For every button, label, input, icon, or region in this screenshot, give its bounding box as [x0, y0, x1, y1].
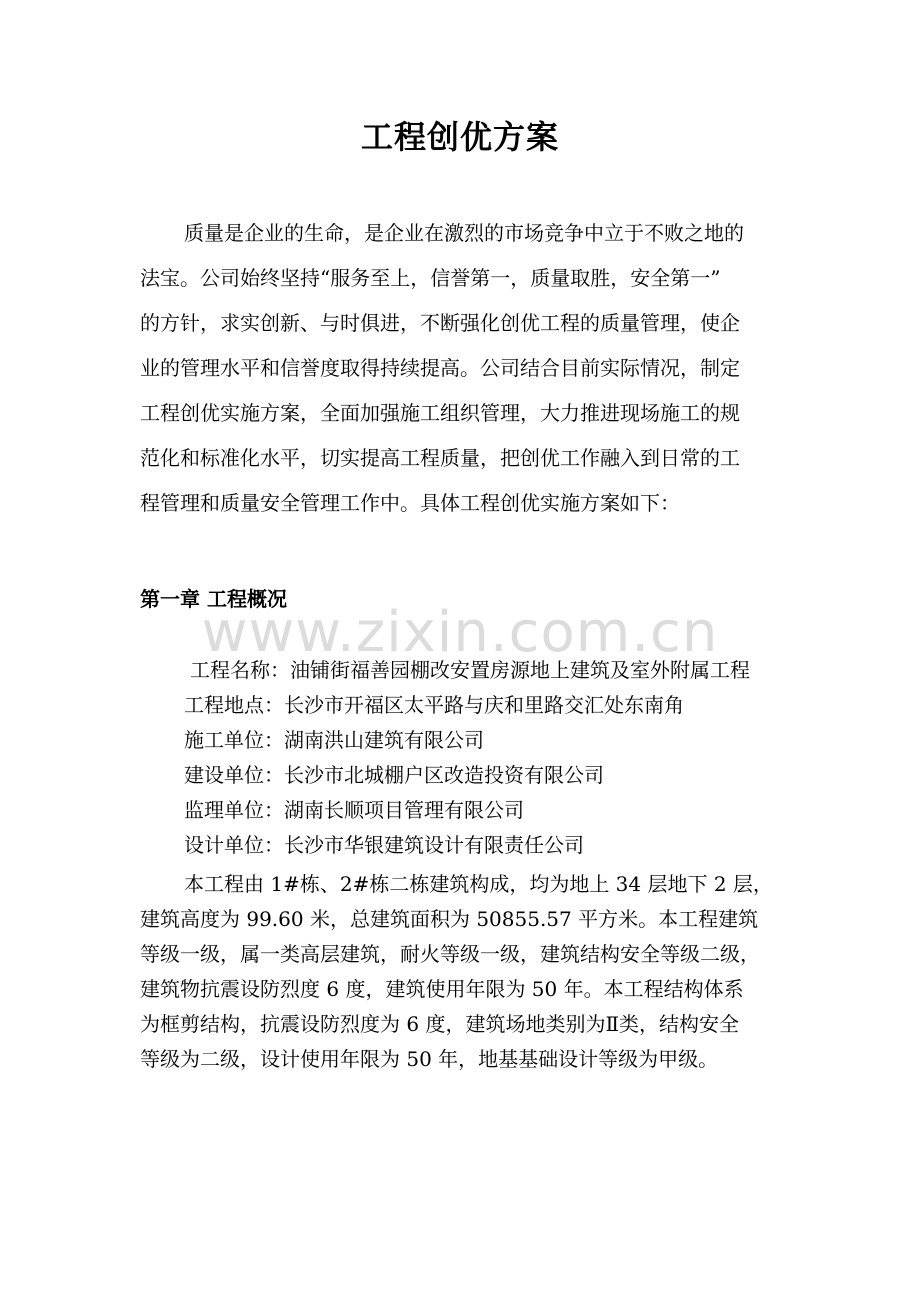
description-line: 为框剪结构，抗震设防烈度为 6 度，建筑场地类别为Ⅱ类，结构安全 — [140, 1012, 740, 1036]
description-line: 建筑物抗震设防烈度 6 度，建筑使用年限为 50 年。本工程结构体系 — [140, 977, 744, 1001]
supervision-unit: 监理单位：湖南长顺项目管理有限公司 — [184, 798, 524, 822]
intro-line: 的方针，求实创新、与时俱进，不断强化创优工程的质量管理，使企 — [140, 311, 740, 335]
description-line: 建筑高度为 99.60 米，总建筑面积为 50855.57 平方米。本工程建筑 — [140, 907, 759, 931]
intro-line: 法宝。公司始终坚持“服务至上，信誉第一，质量取胜，安全第一” — [140, 266, 721, 290]
design-unit: 设计单位：长沙市华银建筑设计有限责任公司 — [184, 833, 584, 857]
description-line: 等级一级，属一类高层建筑，耐火等级一级，建筑结构安全等级二级， — [140, 942, 760, 966]
chapter-heading: 第一章 工程概况 — [140, 587, 287, 611]
description-line: 本工程由 1#栋、2#栋二栋建筑构成，均为地上 34 层地下 2 层， — [184, 872, 773, 896]
document-title: 工程创优方案 — [360, 118, 559, 156]
watermark: www.zixin.com.cn — [201, 600, 719, 665]
intro-line: 质量是企业的生命，是企业在激烈的市场竞争中立于不败之地的 — [184, 221, 744, 245]
intro-line: 程管理和质量安全管理工作中。具体工程创优实施方案如下： — [140, 491, 680, 515]
project-location: 工程地点：长沙市开福区太平路与庆和里路交汇处东南角 — [184, 693, 684, 717]
intro-line: 工程创优实施方案，全面加强施工组织管理，大力推进现场施工的规 — [140, 401, 740, 425]
developer-unit: 建设单位：长沙市北城棚户区改造投资有限公司 — [184, 763, 604, 787]
construction-unit: 施工单位：湖南洪山建筑有限公司 — [184, 728, 484, 752]
description-line: 等级为二级，设计使用年限为 50 年，地基基础设计等级为甲级。 — [140, 1047, 719, 1071]
project-name: 工程名称：油铺街福善园棚改安置房源地上建筑及室外附属工程 — [190, 658, 750, 682]
intro-line: 业的管理水平和信誉度取得持续提高。公司结合目前实际情况，制定 — [140, 356, 740, 380]
intro-line: 范化和标准化水平，切实提高工程质量，把创优工作融入到日常的工 — [140, 446, 740, 470]
